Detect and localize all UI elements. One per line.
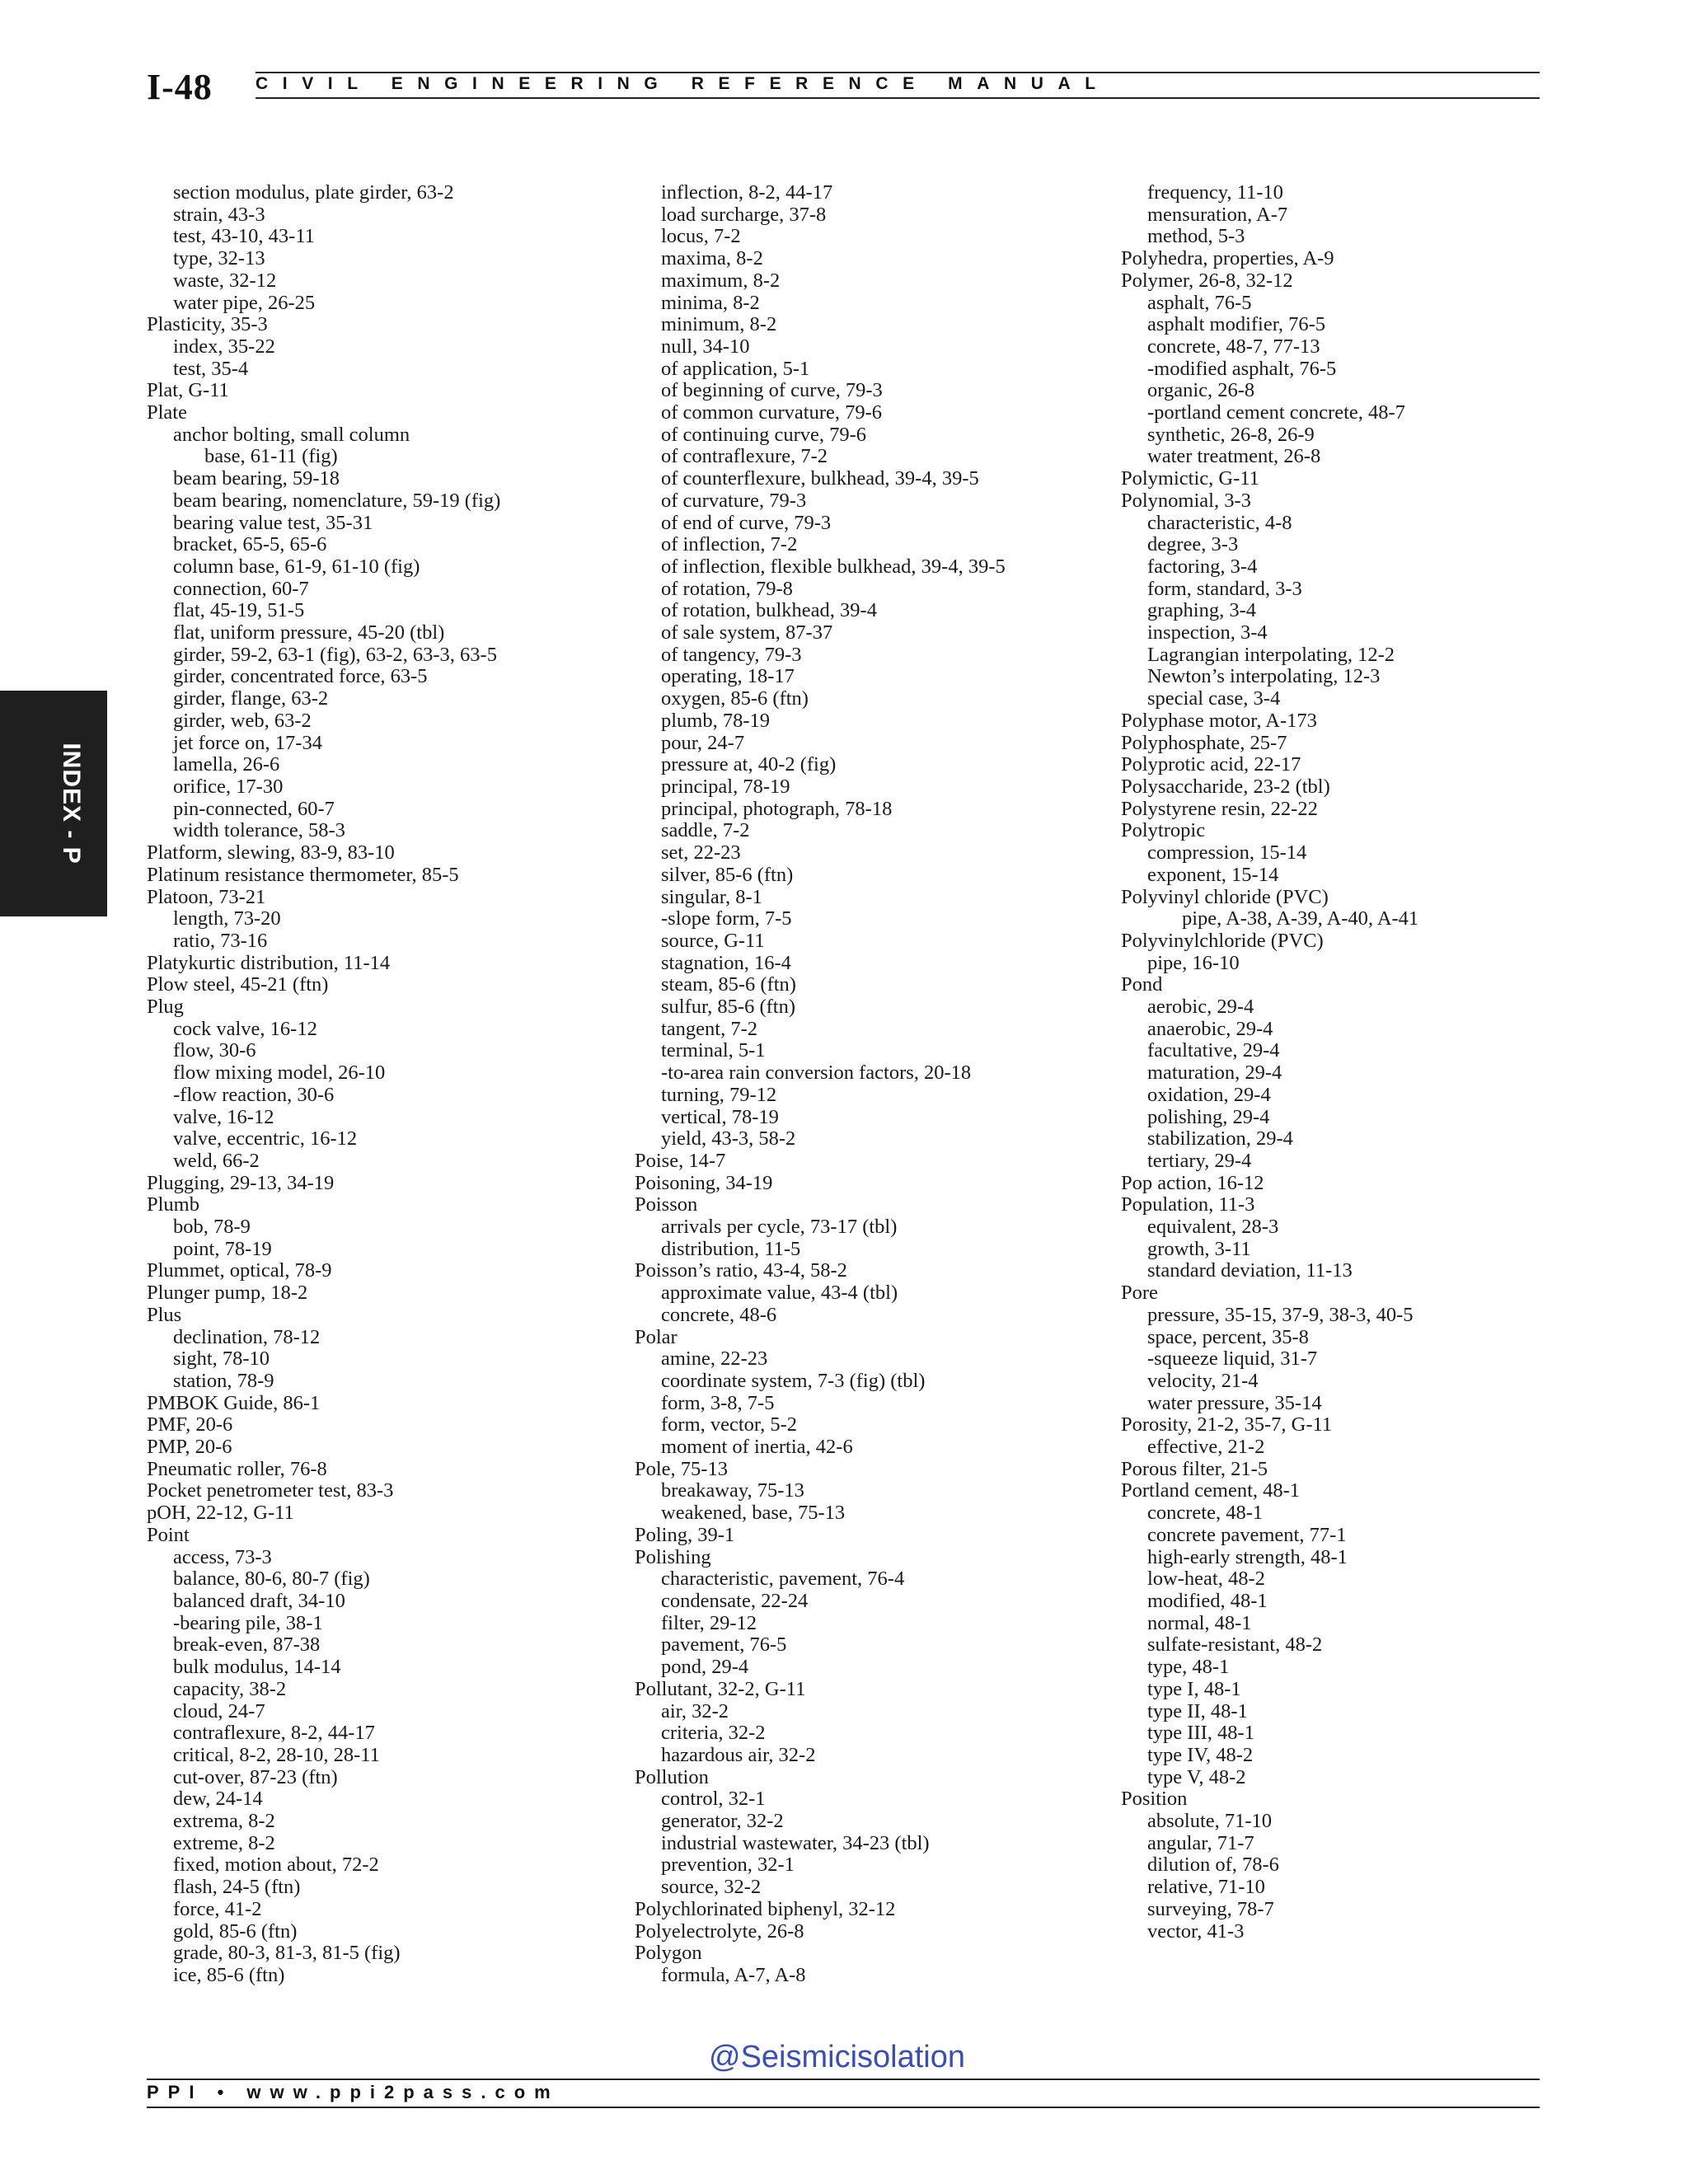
index-subentry: space, percent, 35-8 — [1147, 1325, 1309, 1348]
index-subentry: industrial wastewater, 34-23 (tbl) — [661, 1831, 930, 1854]
index-subentry: of rotation, bulkhead, 39-4 — [661, 599, 877, 622]
index-entry: Polyprotic acid, 22-17 — [1121, 753, 1301, 776]
index-subentry: jet force on, 17-34 — [173, 731, 322, 754]
index-subentry: synthetic, 26-8, 26-9 — [1147, 423, 1315, 446]
index-entry: Polymictic, G-11 — [1121, 467, 1259, 490]
index-entry: Polygon — [635, 1942, 702, 1965]
book-title: CIVIL ENGINEERING REFERENCE MANUAL — [256, 74, 1110, 93]
index-subentry: of counterflexure, bulkhead, 39-4, 39-5 — [661, 467, 979, 490]
index-entry: Pop action, 16-12 — [1121, 1171, 1264, 1194]
index-subentry: generator, 32-2 — [661, 1810, 784, 1833]
index-subentry: of curvature, 79-3 — [661, 489, 807, 512]
index-subentry: plumb, 78-19 — [661, 709, 771, 732]
index-subentry: of continuing curve, 79-6 — [661, 423, 867, 446]
index-entry: Poling, 39-1 — [635, 1523, 735, 1546]
index-subentry: minima, 8-2 — [661, 291, 760, 314]
index-subentry: source, G-11 — [661, 929, 765, 952]
index-subentry: orifice, 17-30 — [173, 775, 284, 798]
index-entry: Pocket penetrometer test, 83-3 — [147, 1479, 394, 1502]
index-entry: Poisson’s ratio, 43-4, 58-2 — [635, 1259, 847, 1282]
index-subentry: ice, 85-6 (ftn) — [173, 1963, 285, 1986]
index-subentry: oxygen, 85-6 (ftn) — [661, 687, 809, 710]
index-entry: Pore — [1121, 1282, 1158, 1305]
index-subentry: growth, 3-11 — [1147, 1237, 1251, 1260]
index-subentry: capacity, 38-2 — [173, 1677, 287, 1700]
index-subentry: strain, 43-3 — [173, 203, 265, 226]
index-subentry: girder, 59-2, 63-1 (fig), 63-2, 63-3, 63-5 — [173, 643, 497, 666]
index-entry: Polyphosphate, 25-7 — [1121, 731, 1287, 754]
index-subentry: -portland cement concrete, 48-7 — [1147, 401, 1405, 424]
index-subentry: -squeeze liquid, 31-7 — [1147, 1347, 1318, 1371]
index-subentry: asphalt modifier, 76-5 — [1147, 313, 1326, 336]
index-subentry: locus, 7-2 — [661, 225, 741, 248]
index-subentry: arrivals per cycle, 73-17 (tbl) — [661, 1216, 898, 1239]
index-subentry: critical, 8-2, 28-10, 28-11 — [173, 1743, 380, 1766]
index-subentry: ratio, 73-16 — [173, 929, 268, 952]
footer-text: PPI • www.ppi2pass.com — [147, 2082, 560, 2102]
index-subentry: principal, 78-19 — [661, 775, 790, 798]
index-entry: Polychlorinated biphenyl, 32-12 — [635, 1897, 896, 1920]
index-subentry: -flow reaction, 30-6 — [173, 1083, 335, 1106]
index-subentry: force, 41-2 — [173, 1897, 262, 1920]
index-entry: Pollutant, 32-2, G-11 — [635, 1677, 806, 1700]
index-subentry: sight, 78-10 — [173, 1347, 270, 1371]
index-subentry: degree, 3-3 — [1147, 533, 1239, 556]
index-entry: Plumb — [147, 1193, 199, 1216]
index-subentry: stagnation, 16-4 — [661, 951, 791, 974]
index-subentry: of inflection, 7-2 — [661, 533, 798, 556]
index-subentry: vertical, 78-19 — [661, 1105, 779, 1128]
footer-rule-bottom — [147, 2107, 1540, 2108]
index-subentry: base, 61-11 (fig) — [204, 445, 338, 468]
index-entry: Pole, 75-13 — [635, 1457, 728, 1480]
index-entry: Poisoning, 34-19 — [635, 1171, 773, 1194]
index-subentry: equivalent, 28-3 — [1147, 1216, 1279, 1239]
index-subentry: polishing, 29-4 — [1147, 1105, 1270, 1128]
index-entry: Porous filter, 21-5 — [1121, 1457, 1268, 1480]
index-subentry: distribution, 11-5 — [661, 1237, 801, 1260]
index-subentry: gold, 85-6 (ftn) — [173, 1919, 298, 1943]
index-entry: Plugging, 29-13, 34-19 — [147, 1171, 335, 1194]
index-side-tab — [0, 691, 107, 916]
index-subentry: of inflection, flexible bulkhead, 39-4, 39-5 — [661, 555, 1006, 578]
index-subentry: dilution of, 78-6 — [1147, 1854, 1279, 1877]
index-subentry: concrete pavement, 77-1 — [1147, 1523, 1347, 1546]
index-entry: Polynomial, 3-3 — [1121, 489, 1251, 512]
index-entry: Polar — [635, 1325, 678, 1348]
index-entry: Polyvinylchloride (PVC) — [1121, 929, 1324, 952]
index-subentry: compression, 15-14 — [1147, 841, 1307, 865]
index-subentry: velocity, 21-4 — [1147, 1369, 1259, 1392]
index-subentry: concrete, 48-1 — [1147, 1502, 1264, 1525]
index-subentry: oxidation, 29-4 — [1147, 1083, 1271, 1106]
index-subentry: grade, 80-3, 81-3, 81-5 (fig) — [173, 1942, 401, 1965]
index-subentry: bracket, 65-5, 65-6 — [173, 533, 327, 556]
index-subentry: weakened, base, 75-13 — [661, 1502, 846, 1525]
index-subentry: exponent, 15-14 — [1147, 863, 1279, 886]
index-column-3 — [1121, 182, 1418, 1943]
index-entry: Platykurtic distribution, 11-14 — [147, 951, 391, 974]
index-subentry: of tangency, 79-3 — [661, 643, 802, 666]
index-subentry: terminal, 5-1 — [661, 1039, 766, 1062]
footer-rule-top — [147, 2079, 1540, 2080]
index-subentry: test, 35-4 — [173, 357, 249, 380]
index-subentry: -bearing pile, 38-1 — [173, 1611, 323, 1634]
index-subentry: type IV, 48-2 — [1147, 1743, 1254, 1766]
index-subentry: connection, 60-7 — [173, 577, 309, 600]
index-subentry: filter, 29-12 — [661, 1611, 757, 1634]
index-entry: Portland cement, 48-1 — [1121, 1479, 1301, 1502]
index-subentry: station, 78-9 — [173, 1369, 274, 1392]
index-subentry: sulfate-resistant, 48-2 — [1147, 1633, 1323, 1657]
index-subentry: formula, A-7, A-8 — [661, 1963, 806, 1986]
index-column-1 — [147, 182, 500, 1987]
watermark: @Seismicisolation — [709, 2040, 966, 2074]
index-entry: Platform, slewing, 83-9, 83-10 — [147, 841, 395, 865]
index-entry: Pond — [1121, 973, 1163, 996]
index-subentry: form, vector, 5-2 — [661, 1413, 798, 1436]
index-subentry: breakaway, 75-13 — [661, 1479, 804, 1502]
index-subentry: source, 32-2 — [661, 1876, 762, 1899]
index-subentry: of sale system, 87-37 — [661, 621, 833, 644]
index-subentry: high-early strength, 48-1 — [1147, 1545, 1348, 1568]
index-subentry: approximate value, 43-4 (tbl) — [661, 1282, 898, 1305]
index-subentry: flow mixing model, 26-10 — [173, 1062, 386, 1085]
index-subentry: beam bearing, 59-18 — [173, 467, 340, 490]
index-subentry: flash, 24-5 (ftn) — [173, 1876, 301, 1899]
index-subentry: contraflexure, 8-2, 44-17 — [173, 1722, 375, 1745]
index-subentry: of common curvature, 79-6 — [661, 401, 883, 424]
index-subentry: flat, uniform pressure, 45-20 (tbl) — [173, 621, 445, 644]
index-subentry: pond, 29-4 — [661, 1656, 749, 1679]
page-number: I-48 — [147, 67, 213, 107]
index-entry: Plug — [147, 996, 184, 1019]
index-entry: Platoon, 73-21 — [147, 885, 266, 908]
index-subentry: tangent, 7-2 — [661, 1017, 758, 1040]
index-subentry: anaerobic, 29-4 — [1147, 1017, 1273, 1040]
index-subentry: steam, 85-6 (ftn) — [661, 973, 796, 996]
index-subentry: air, 32-2 — [661, 1699, 729, 1722]
index-subentry: pipe, 16-10 — [1147, 951, 1240, 974]
index-subentry: valve, 16-12 — [173, 1105, 274, 1128]
index-entry: Plat, G-11 — [147, 379, 229, 402]
index-subentry: inspection, 3-4 — [1147, 621, 1268, 644]
index-entry: Position — [1121, 1788, 1188, 1811]
index-subentry: coordinate system, 7-3 (fig) (tbl) — [661, 1369, 926, 1392]
index-subentry: type III, 48-1 — [1147, 1722, 1254, 1745]
index-subentry: load surcharge, 37-8 — [661, 203, 827, 226]
index-entry: Polyphase motor, A-173 — [1121, 709, 1317, 732]
index-subentry: type I, 48-1 — [1147, 1677, 1241, 1700]
index-entry: PMP, 20-6 — [147, 1436, 232, 1459]
index-subentry: method, 5-3 — [1147, 225, 1245, 248]
index-entry: Polytropic — [1121, 819, 1206, 842]
index-subentry: amine, 22-23 — [661, 1347, 768, 1371]
index-subentry: control, 32-1 — [661, 1788, 766, 1811]
index-subentry: extrema, 8-2 — [173, 1810, 275, 1833]
index-subentry: relative, 71-10 — [1147, 1876, 1265, 1899]
index-subentry: asphalt, 76-5 — [1147, 291, 1252, 314]
index-subentry: balanced draft, 34-10 — [173, 1590, 345, 1612]
index-subentry: criteria, 32-2 — [661, 1722, 766, 1745]
index-entry: Pneumatic roller, 76-8 — [147, 1457, 327, 1480]
index-entry: PMF, 20-6 — [147, 1413, 233, 1436]
index-subentry: bob, 78-9 — [173, 1216, 251, 1239]
index-subentry: balance, 80-6, 80-7 (fig) — [173, 1568, 370, 1591]
index-subentry: pour, 24-7 — [661, 731, 745, 754]
index-entry: Plus — [147, 1303, 182, 1326]
index-subentry: null, 34-10 — [661, 335, 750, 358]
index-subentry: of application, 5-1 — [661, 357, 810, 380]
index-subentry: of contraflexure, 7-2 — [661, 445, 828, 468]
index-subentry: access, 73-3 — [173, 1545, 272, 1568]
index-subentry: cock valve, 16-12 — [173, 1017, 317, 1040]
index-subentry: of beginning of curve, 79-3 — [661, 379, 883, 402]
index-subentry: maxima, 8-2 — [661, 247, 763, 270]
index-entry: PMBOK Guide, 86-1 — [147, 1391, 321, 1414]
index-entry: Poisson — [635, 1193, 698, 1216]
index-subentry: length, 73-20 — [173, 907, 281, 930]
index-entry: pOH, 22-12, G-11 — [147, 1502, 294, 1525]
index-subentry: pipe, A-38, A-39, A-40, A-41 — [1182, 907, 1419, 930]
index-subentry: column base, 61-9, 61-10 (fig) — [173, 555, 420, 578]
index-subentry: form, 3-8, 7-5 — [661, 1391, 775, 1414]
index-subentry: angular, 71-7 — [1147, 1831, 1254, 1854]
index-entry: Polishing — [635, 1545, 711, 1568]
index-entry: Pollution — [635, 1765, 709, 1788]
index-subentry: stabilization, 29-4 — [1147, 1127, 1293, 1151]
index-subentry: form, standard, 3-3 — [1147, 577, 1302, 600]
index-subentry: test, 43-10, 43-11 — [173, 225, 315, 248]
index-entry: Point — [147, 1523, 190, 1546]
index-subentry: type II, 48-1 — [1147, 1699, 1248, 1722]
index-subentry: flat, 45-19, 51-5 — [173, 599, 305, 622]
index-subentry: characteristic, 4-8 — [1147, 511, 1292, 534]
index-subentry: anchor bolting, small column — [173, 423, 410, 446]
index-subentry: flow, 30-6 — [173, 1039, 256, 1062]
index-subentry: girder, flange, 63-2 — [173, 687, 329, 710]
index-entry: Porosity, 21-2, 35-7, G-11 — [1121, 1413, 1333, 1436]
index-subentry: fixed, motion about, 72-2 — [173, 1854, 379, 1877]
index-subentry: operating, 18-17 — [661, 665, 795, 688]
index-subentry: lamella, 26-6 — [173, 753, 280, 776]
index-subentry: frequency, 11-10 — [1147, 181, 1283, 204]
index-subentry: aerobic, 29-4 — [1147, 996, 1254, 1019]
index-subentry: moment of inertia, 42-6 — [661, 1436, 853, 1459]
index-subentry: dew, 24-14 — [173, 1788, 263, 1811]
index-subentry: extreme, 8-2 — [173, 1831, 275, 1854]
index-subentry: width tolerance, 58-3 — [173, 819, 345, 842]
index-entry: Polyelectrolyte, 26-8 — [635, 1919, 804, 1943]
index-entry: Plunger pump, 18-2 — [147, 1282, 308, 1305]
index-entry: Plate — [147, 401, 187, 424]
index-subentry: mensuration, A-7 — [1147, 203, 1288, 226]
index-entry: Plow steel, 45-21 (ftn) — [147, 973, 329, 996]
index-subentry: water pipe, 26-25 — [173, 291, 316, 314]
index-subentry: inflection, 8-2, 44-17 — [661, 181, 833, 204]
index-entry: Polyhedra, properties, A-9 — [1121, 247, 1334, 270]
index-subentry: facultative, 29-4 — [1147, 1039, 1280, 1062]
index-entry: Population, 11-3 — [1121, 1193, 1255, 1216]
index-subentry: beam bearing, nomenclature, 59-19 (fig) — [173, 489, 501, 512]
index-subentry: tertiary, 29-4 — [1147, 1149, 1252, 1172]
index-subentry: principal, photograph, 78-18 — [661, 797, 893, 820]
index-subentry: -to-area rain conversion factors, 20-18 — [661, 1062, 972, 1085]
index-subentry: set, 22-23 — [661, 841, 741, 865]
index-side-tab-label: INDEX - P — [58, 743, 85, 865]
index-subentry: weld, 66-2 — [173, 1149, 260, 1172]
index-subentry: normal, 48-1 — [1147, 1611, 1252, 1634]
index-subentry: vector, 41-3 — [1147, 1919, 1245, 1943]
index-subentry: type, 32-13 — [173, 247, 265, 270]
index-subentry: of rotation, 79-8 — [661, 577, 793, 600]
index-subentry: hazardous air, 32-2 — [661, 1743, 816, 1766]
index-entry: Platinum resistance thermometer, 85-5 — [147, 863, 459, 886]
index-subentry: graphing, 3-4 — [1147, 599, 1256, 622]
index-subentry: prevention, 32-1 — [661, 1854, 795, 1877]
index-subentry: yield, 43-3, 58-2 — [661, 1127, 796, 1151]
index-subentry: Lagrangian interpolating, 12-2 — [1147, 643, 1395, 666]
index-subentry: cut-over, 87-23 (ftn) — [173, 1765, 338, 1788]
index-entry: Polyvinyl chloride (PVC) — [1121, 885, 1329, 908]
header-rule-bottom — [256, 97, 1540, 99]
index-subentry: pin-connected, 60-7 — [173, 797, 335, 820]
index-subentry: bearing value test, 35-31 — [173, 511, 373, 534]
index-subentry: type V, 48-2 — [1147, 1765, 1246, 1788]
index-subentry: point, 78-19 — [173, 1237, 272, 1260]
index-subentry: pavement, 76-5 — [661, 1633, 787, 1657]
index-subentry: Newton’s interpolating, 12-3 — [1147, 665, 1381, 688]
index-subentry: pressure, 35-15, 37-9, 38-3, 40-5 — [1147, 1303, 1414, 1326]
index-subentry: break-even, 87-38 — [173, 1633, 321, 1657]
index-subentry: concrete, 48-6 — [661, 1303, 777, 1326]
index-subentry: effective, 21-2 — [1147, 1436, 1265, 1459]
index-entry: Poise, 14-7 — [635, 1149, 726, 1172]
index-subentry: girder, web, 63-2 — [173, 709, 312, 732]
index-subentry: water treatment, 26-8 — [1147, 445, 1321, 468]
index-subentry: type, 48-1 — [1147, 1656, 1230, 1679]
index-subentry: modified, 48-1 — [1147, 1590, 1268, 1612]
index-subentry: sulfur, 85-6 (ftn) — [661, 996, 795, 1019]
index-subentry: characteristic, pavement, 76-4 — [661, 1568, 905, 1591]
index-subentry: cloud, 24-7 — [173, 1699, 265, 1722]
index-subentry: silver, 85-6 (ftn) — [661, 863, 794, 886]
index-subentry: condensate, 22-24 — [661, 1590, 809, 1612]
index-column-2 — [635, 182, 1006, 1987]
index-subentry: standard deviation, 11-13 — [1147, 1259, 1353, 1282]
index-subentry: organic, 26-8 — [1147, 379, 1255, 402]
index-subentry: index, 35-22 — [173, 335, 275, 358]
index-subentry: -modified asphalt, 76-5 — [1147, 357, 1337, 380]
index-subentry: bulk modulus, 14-14 — [173, 1656, 341, 1679]
index-subentry: water pressure, 35-14 — [1147, 1391, 1322, 1414]
index-subentry: concrete, 48-7, 77-13 — [1147, 335, 1320, 358]
index-subentry: singular, 8-1 — [661, 885, 762, 908]
index-entry: Plummet, optical, 78-9 — [147, 1259, 332, 1282]
index-entry: Polystyrene resin, 22-22 — [1121, 797, 1318, 820]
header-rule-top — [256, 72, 1540, 73]
index-subentry: of end of curve, 79-3 — [661, 511, 832, 534]
index-entry: Plasticity, 35-3 — [147, 313, 268, 336]
index-subentry: waste, 32-12 — [173, 269, 277, 292]
index-subentry: pressure at, 40-2 (fig) — [661, 753, 837, 776]
index-subentry: factoring, 3-4 — [1147, 555, 1258, 578]
index-subentry: section modulus, plate girder, 63-2 — [173, 181, 454, 204]
index-subentry: girder, concentrated force, 63-5 — [173, 665, 428, 688]
index-subentry: saddle, 7-2 — [661, 819, 750, 842]
index-subentry: absolute, 71-10 — [1147, 1810, 1273, 1833]
index-entry: Polysaccharide, 23-2 (tbl) — [1121, 775, 1330, 798]
index-subentry: declination, 78-12 — [173, 1325, 321, 1348]
index-subentry: turning, 79-12 — [661, 1083, 777, 1106]
index-subentry: minimum, 8-2 — [661, 313, 777, 336]
index-subentry: valve, eccentric, 16-12 — [173, 1127, 358, 1151]
index-subentry: low-heat, 48-2 — [1147, 1568, 1265, 1591]
index-subentry: special case, 3-4 — [1147, 687, 1281, 710]
index-subentry: -slope form, 7-5 — [661, 907, 792, 930]
index-entry: Polymer, 26-8, 32-12 — [1121, 269, 1293, 292]
index-subentry: surveying, 78-7 — [1147, 1897, 1274, 1920]
index-subentry: maximum, 8-2 — [661, 269, 781, 292]
index-subentry: maturation, 29-4 — [1147, 1062, 1282, 1085]
